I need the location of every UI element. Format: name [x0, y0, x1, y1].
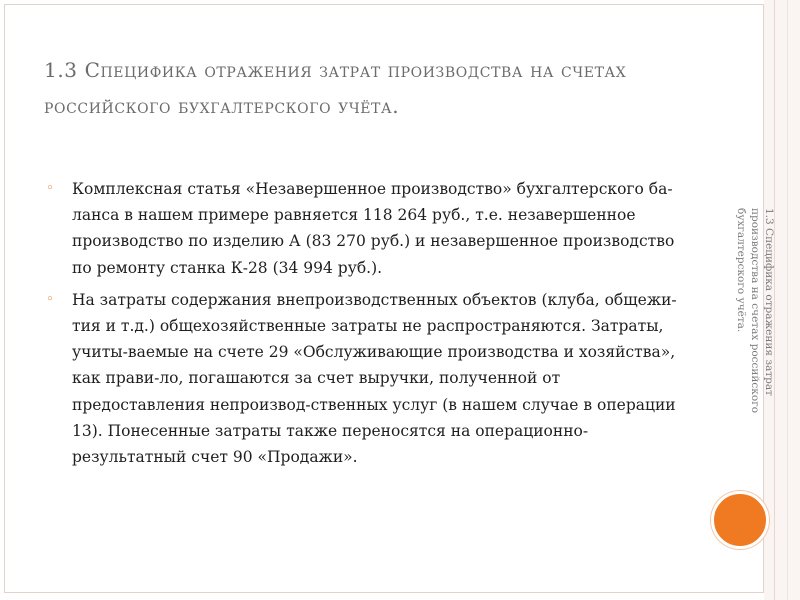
bullet-item — [44, 287, 694, 470]
vertical-side-caption: 1.3 Специфика отражения затрат производства на счетах российского бухгалтерского учёта. — [735, 208, 775, 414]
bullet-text: На затраты содержания внепроизводственных объектов (клуба, общежи-тия и т.д.) общехозяйственные затраты не распространяются. Затраты, учиты-ваемые на счете 29 «Обслуживающие производства и хозяйства», как прави-ло, погашаются за счет выручки, полученной от предоставления непроизвод-ственных услуг (в нашем случае в операции 13). Понесенные затраты также переносятся на операционно-результатный счет 90 «Продажи». — [72, 290, 677, 467]
bullet-marker-icon: ◦ — [46, 291, 54, 307]
orange-circle-decoration — [711, 491, 769, 549]
bullet-marker-icon: ◦ — [46, 181, 54, 196]
bullet-item — [44, 176, 694, 281]
bullet-list — [44, 176, 694, 476]
slide-title: 1.3 Специфика отражения затрат производства на счетах российского бухгалтерского учёта. — [44, 58, 627, 118]
side-decoration-line-secondary — [787, 0, 788, 600]
bullet-text: Комплексная статья «Незавершенное производство» бухгалтерского ба-ланса в нашем примере равняется 118 264 руб., т.е. незавершенное производство по изделию А (83 270 руб.) и незавершенное производство по ремонту станка К-28 (34 994 руб.). — [72, 180, 675, 277]
